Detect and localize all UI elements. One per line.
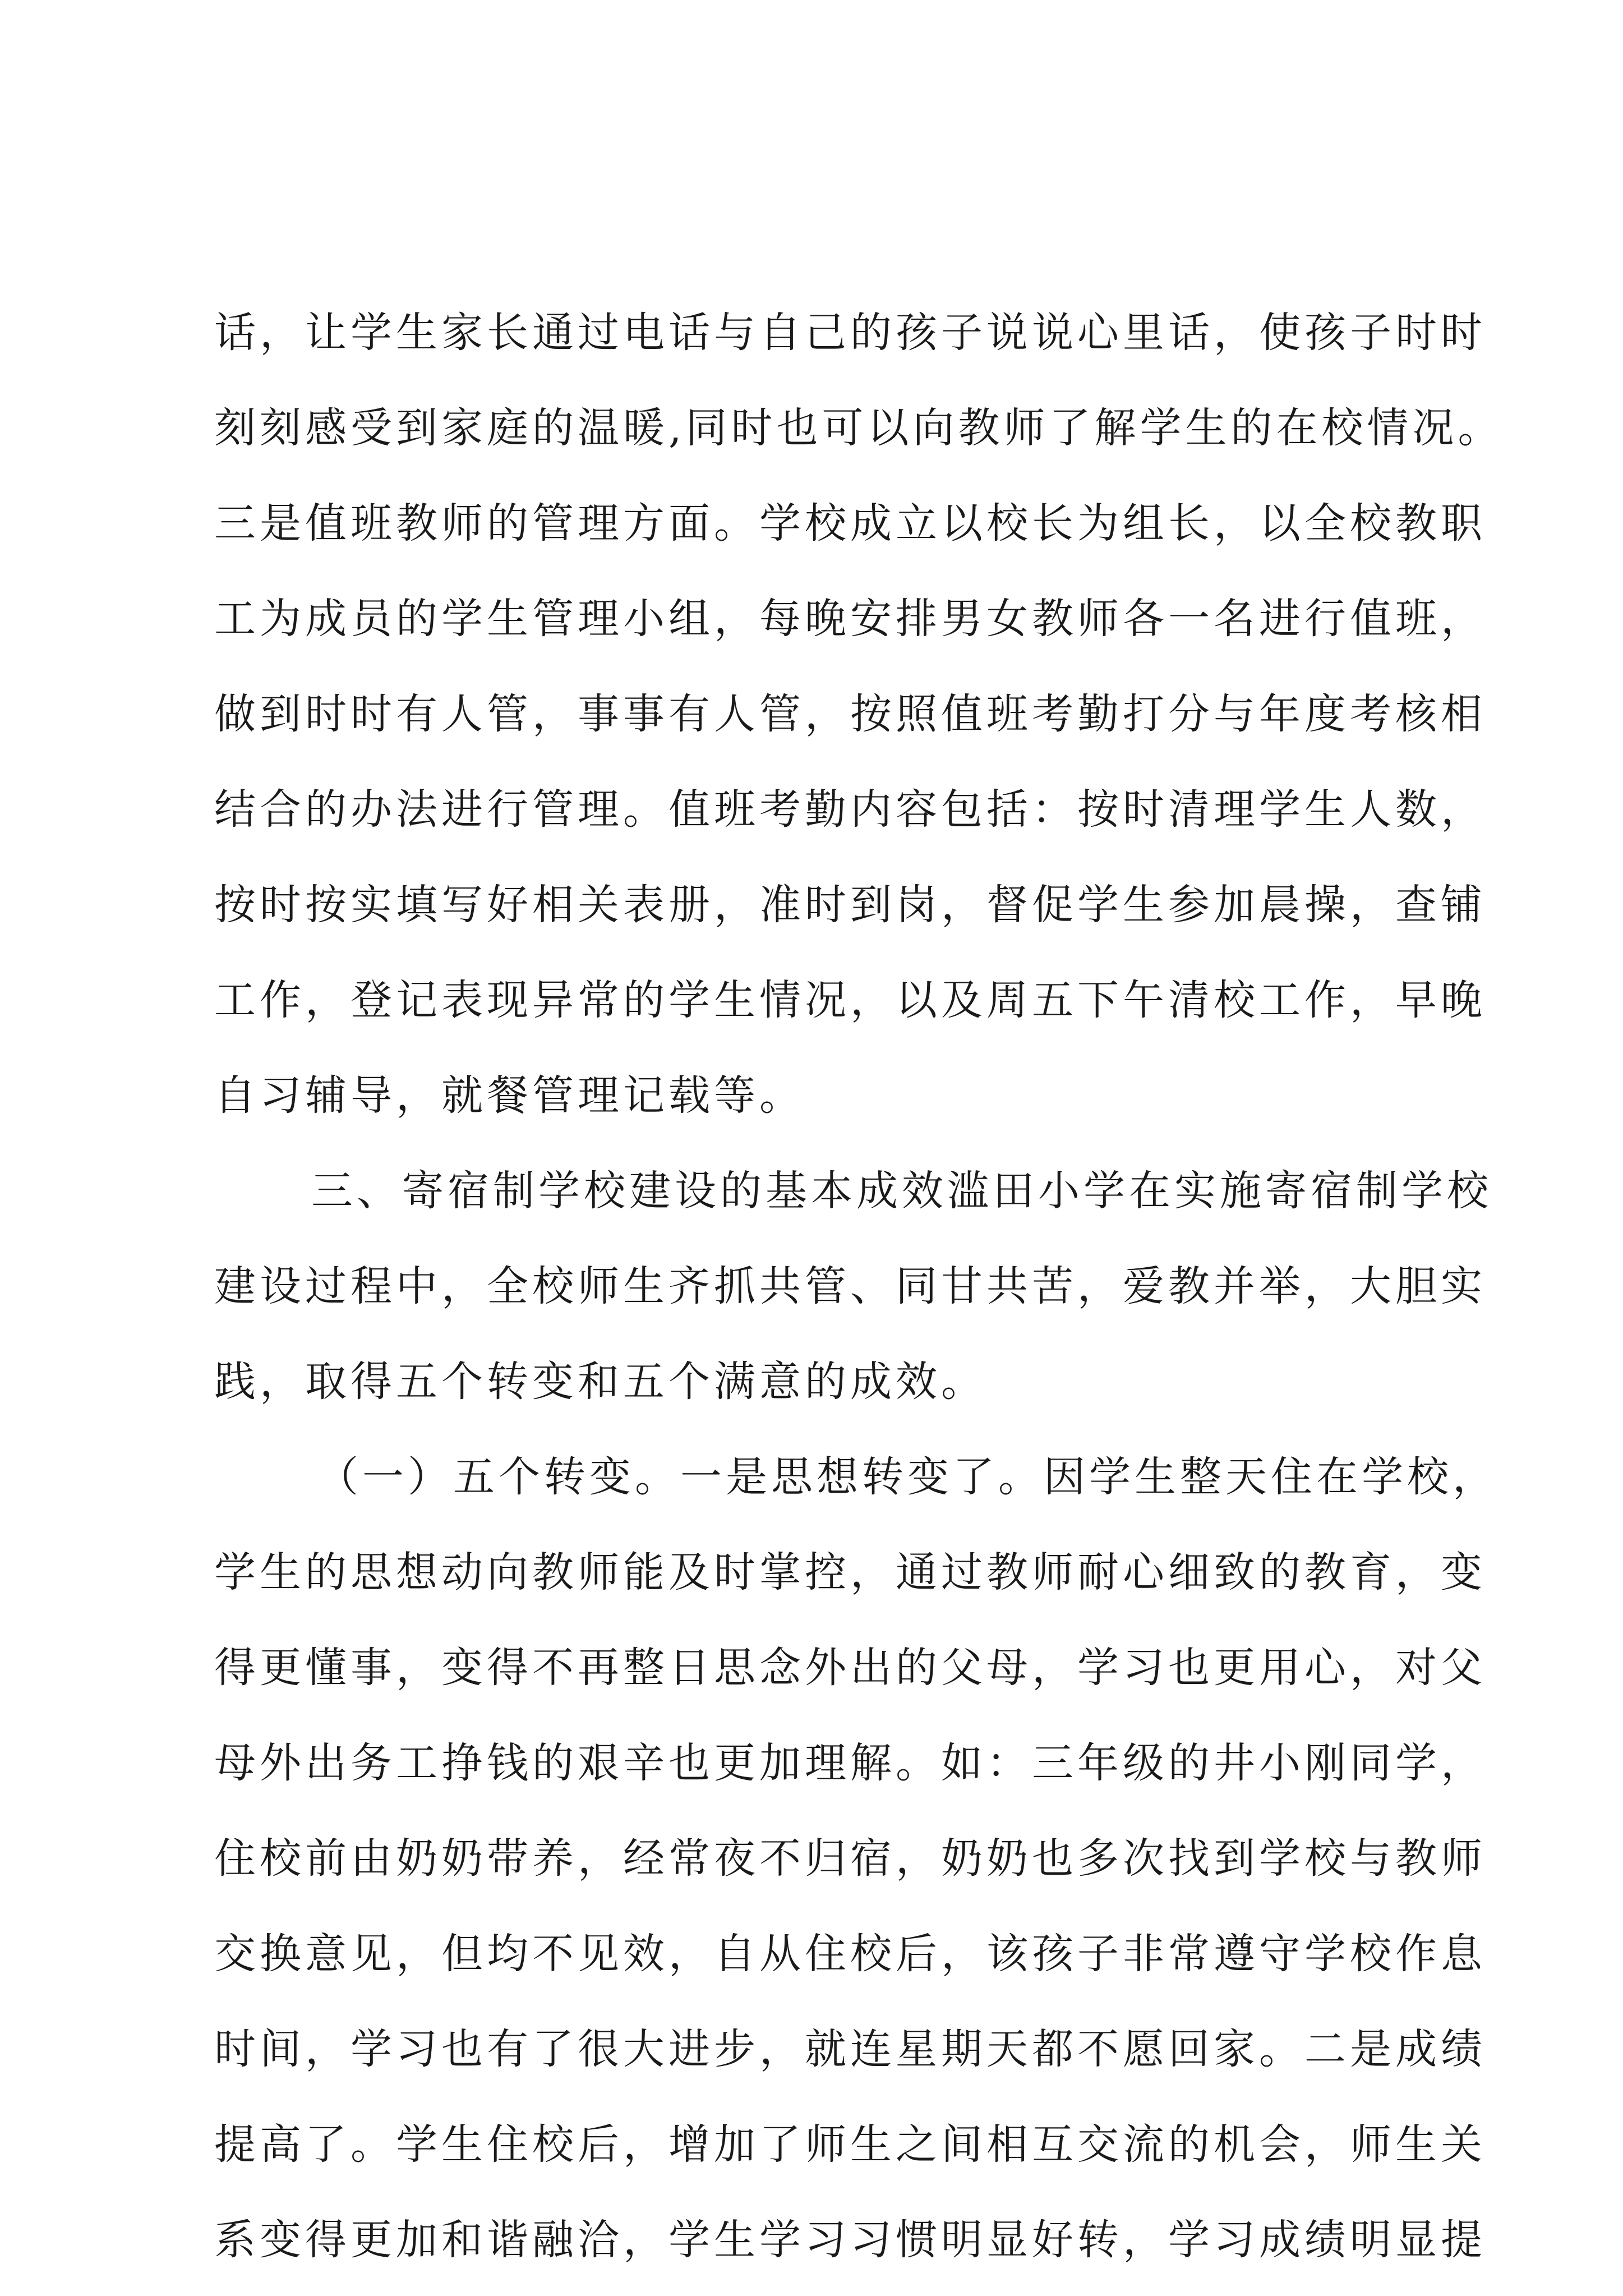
section-heading-line: 三、寄宿制学校建设的基本成效滥田小学在实施寄宿制学校 [311, 1167, 1492, 1215]
text-line: 时间，学习也有了很大进步，就连星期天都不愿回家。二是成绩 [214, 2025, 1486, 2073]
text-line: 建设过程中，全校师生齐抓共管、同甘共苦，爱教并举，大胆实 [214, 1262, 1486, 1310]
text-line: 工作，登记表现异常的学生情况，以及周五下午清校工作，早晚 [214, 976, 1486, 1024]
text-line: 做到时时有人管，事事有人管，按照值班考勤打分与年度考核相 [214, 690, 1486, 738]
text-line: 践，取得五个转变和五个满意的成效。 [214, 1358, 986, 1406]
text-line: 交换意见，但均不见效，自从住校后，该孩子非常遵守学校作息 [214, 1930, 1486, 1978]
text-line: 得更懂事，变得不再整日思念外出的父母，学习也更用心，对父 [214, 1644, 1486, 1692]
text-line: 结合的办法进行管理。值班考勤内容包括：按时清理学生人数， [214, 785, 1486, 834]
subsection-line: （一）五个转变。一是思想转变了。因学生整天住在学校， [317, 1453, 1498, 1501]
text-line: 学生的思想动向教师能及时掌控，通过教师耐心细致的教育，变 [214, 1548, 1486, 1596]
text-line: 提高了。学生住校后，增加了师生之间相互交流的机会，师生关 [214, 2120, 1486, 2169]
text-line: 住校前由奶奶带养，经常夜不归宿，奶奶也多次找到学校与教师 [214, 1834, 1486, 1883]
text-line: 刻刻感受到家庭的温暖,同时也可以向教师了解学生的在校情况。 [214, 404, 1504, 452]
text-line: 三是值班教师的管理方面。学校成立以校长为组长，以全校教职 [214, 499, 1486, 547]
text-line: 按时按实填写好相关表册，准时到岗，督促学生参加晨操，查铺 [214, 881, 1486, 929]
text-line: 工为成员的学生管理小组，每晚安排男女教师各一名进行值班， [214, 595, 1486, 643]
text-line: 话，让学生家长通过电话与自己的孩子说说心里话，使孩子时时 [214, 309, 1486, 357]
text-line: 系变得更加和谐融洽，学生学习习惯明显好转，学习成绩明显提 [214, 2216, 1486, 2264]
text-line: 自习辅导，就餐管理记载等。 [214, 1071, 805, 1120]
text-line: 母外出务工挣钱的艰辛也更加理解。如：三年级的井小刚同学， [214, 1739, 1486, 1787]
